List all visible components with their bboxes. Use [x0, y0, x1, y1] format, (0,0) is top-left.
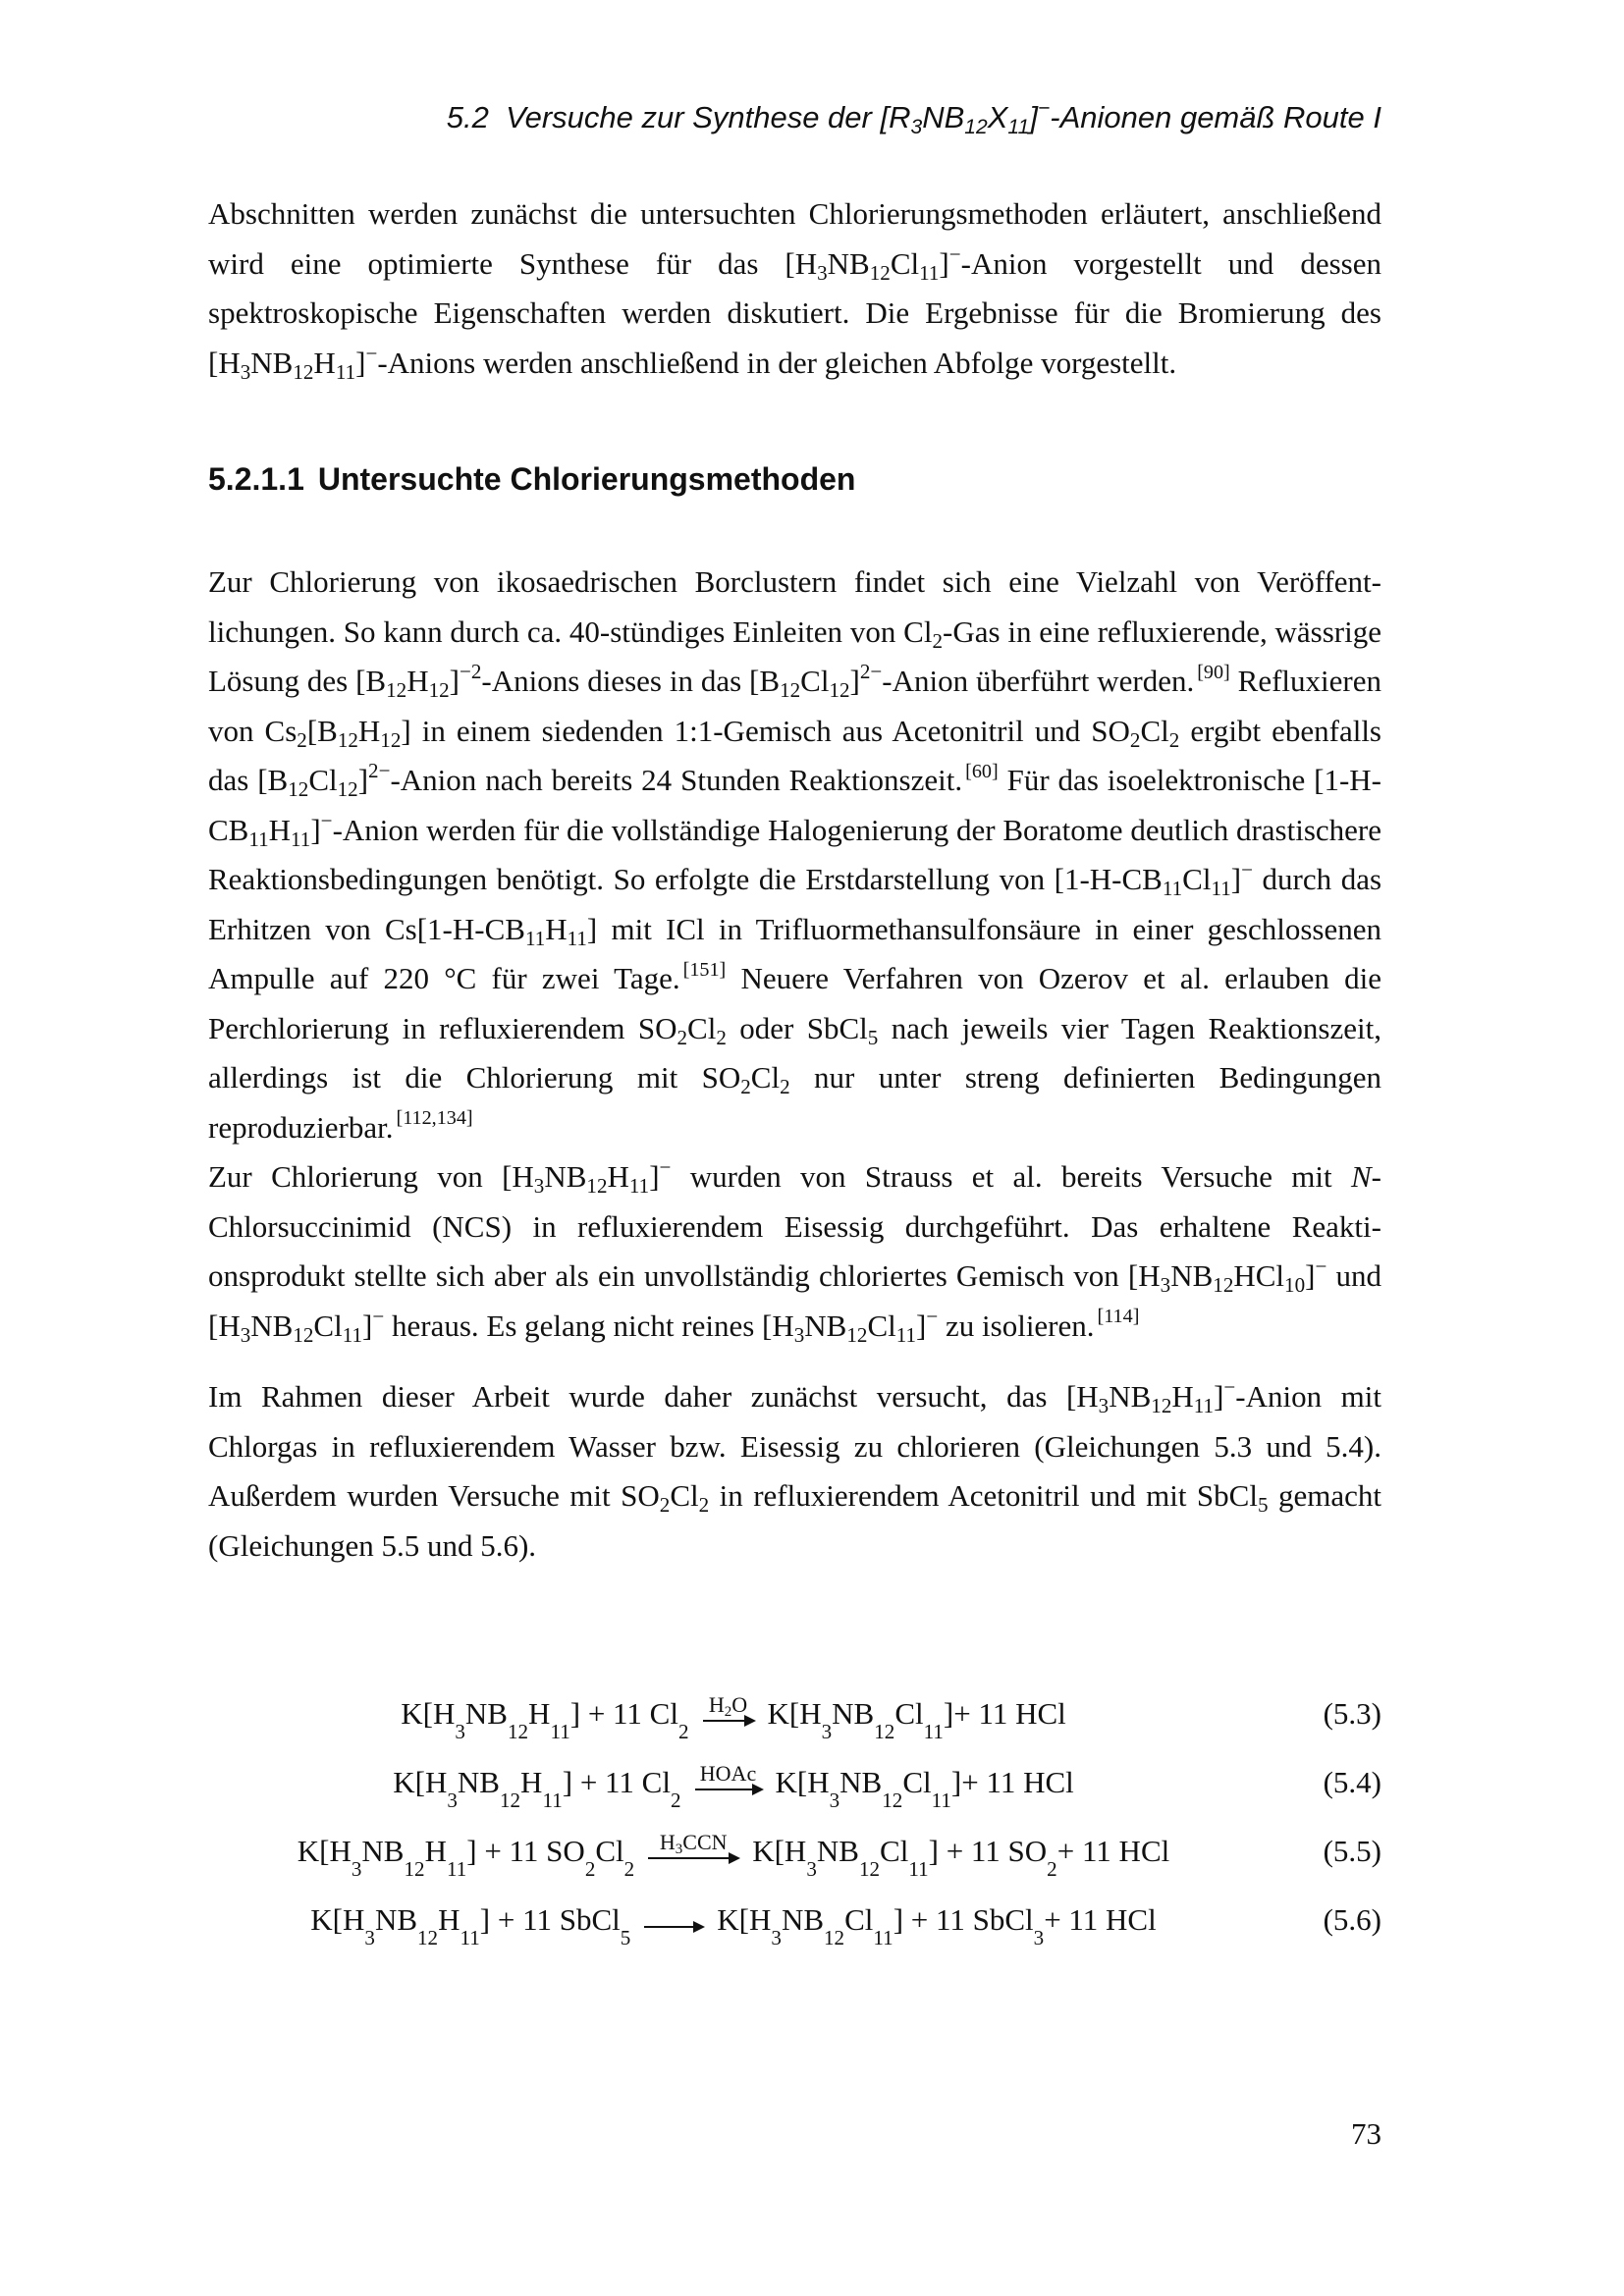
- equation-block: [208, 1675, 1381, 1949]
- equation-5-6: K[H 3 NB 12 H 11 ] + 11 SbCl 5 K[H 3 NB 12 Cl 11 ] + 11 SbCl 3 + 11 HCl (5.6): [208, 1881, 1381, 1949]
- citation: [90]: [1197, 661, 1230, 683]
- reaction-arrow: $H_3CCN$: [648, 1812, 738, 1869]
- equation-number: (5.3): [1323, 1696, 1381, 1731]
- equation-5-3: K[H 3 NB 12 H 11 ] + 11 Cl 2 $H_2O$ K[H 3 NB 12 Cl 11 ] + 11 HCl (5.3): [208, 1675, 1381, 1743]
- paragraph-3: Im Rahmen dieser Arbeit wurde daher zunächst versucht, das $[H_3NB_{12}H_{11}]^-$-Anion mit Chlorgas in refluxierendem Wasser bzw. Eisessig zu chlorieren (Gleichungen 5.3 und 5.4). Außerdem wurden Versuche mit $SO_2Cl_2$ in refluxierendem Acetonitril und mit SbCl$_5$ gemacht (Gleichungen 5.5 und 5.6).: [208, 1374, 1381, 1563]
- citation: [151]: [682, 958, 727, 981]
- reaction-arrow: [644, 1881, 703, 1938]
- equation-5-5: K[H 3 NB 12 H 11 ] + 11 SO 2 Cl 2 $H_3CCN$ K[H 3 NB 12 Cl 11 ] + 11 SO 2 + 11 HCl (5.5): [208, 1812, 1381, 1881]
- equation-number: (5.6): [1323, 1902, 1381, 1937]
- intro-paragraph: Abschnitten werden zunächst die untersuchten Chlorierungsmethoden erläutert, anschließend wird eine optimierte Synthese für das $[H_3NB_{12}Cl_{11}]^-$-Anion vorgestellt und dessen spektroskopische Eigenschaften werden diskutiert. Die Ergebnisse für die Bromierung des $[H_3NB_{12}H_{11}]^-$-Anions werden anschließend in der gleichen Abfolge vorgestellt.: [208, 196, 1381, 384]
- equation-number: (5.5): [1323, 1834, 1381, 1868]
- running-header: 5.2 Versuche zur Synthese der $[R_3NB_{12}X_{11}]^-$-Anionen gemäß Route I: [446, 96, 1381, 138]
- equation-number: (5.4): [1323, 1765, 1381, 1799]
- main-text: [208, 558, 1381, 1571]
- page-number: 73: [1351, 2116, 1381, 2151]
- section-title: Untersuchte Chlorierungsmethoden: [317, 461, 856, 497]
- reaction-arrow: $H_2O$: [703, 1675, 754, 1732]
- paragraph-2: Zur Chlorierung von $[H_3NB_{12}H_{11}]^-$ wurden von Strauss et al. bereits Versuche mit N-Chlorsuccinimid (NCS) in refluxierendem Eisessig durchgeführt. Das erhaltene Reaktionsprodukt stellte sich aber als ein unvollständig chloriertes Gemisch von $[H_3NB_{12}HCl_{10}]^-$ und $[H_3NB_{12}Cl_{11}]^-$ heraus. Es gelang nicht reines $[H_3NB_{12}Cl_{11}]^-$ zu isolieren. [114]: [208, 1154, 1381, 1347]
- citation: [112,134]: [396, 1107, 473, 1130]
- paragraph-1: Zur Chlorierung von ikosaedrischen Borclustern findet sich eine Vielzahl von Veröffentlichungen. So kann durch ca. 40-stündiges Einleiten von $Cl_2$-Gas in eine refluxierende, wässrige Lösung des $[B_{12}H_{12}]^{-2}$-Anions dieses in das $[B_{12}Cl_{12}]^{2-}$-Anion überführt werden. [90] Refluxieren von $Cs_2[B_{12}H_{12}]$ in einem siedenden 1:1-Gemisch aus Acetonitril und $SO_2Cl_2$ ergibt ebenfalls das $[B_{12}Cl_{12}]^{2-}$-Anion nach bereits 24 Stunden Reaktionszeit. [60] Für das isoelektronische $[1-H-CB_{11}H_{11}]^-$-Anion werden für die vollständige Halogenierung der Boratome deutlich drastischere Reaktionsbedingungen benötigt. So erfolgte die Erstdarstellung von $[1-H-CB_{11}Cl_{11}]^-$ durch das Erhitzen von $Cs[1-H-CB_{11}H_{11}]$ mit ICl in Trifluormethansulfonsäure in einer geschlossenen Ampulle auf 220 °C für zwei Tage. [151] Neuere Verfahren von Ozerov et al. erlauben die Perchlorierung in refluxierendem $SO_2Cl_2$ oder SbCl$_5$ nach jeweils vier Tagen Reaktionszeit, allerdings ist die Chlorierung mit $SO_2Cl_2$ nur unter streng definierten Bedingungen reproduzierbar. [112,134]: [208, 564, 1382, 1145]
- reaction-arrow: HOAc: [695, 1743, 762, 1800]
- equation-5-4: K[H 3 NB 12 H 11 ] + 11 Cl 2 HOAc K[H 3 NB 12 Cl 11 ] + 11 HCl (5.4): [208, 1743, 1381, 1812]
- citation: [60]: [965, 760, 999, 782]
- section-number: 5.2.1.1: [208, 461, 304, 497]
- section-heading: [208, 461, 855, 498]
- citation: [114]: [1097, 1306, 1140, 1328]
